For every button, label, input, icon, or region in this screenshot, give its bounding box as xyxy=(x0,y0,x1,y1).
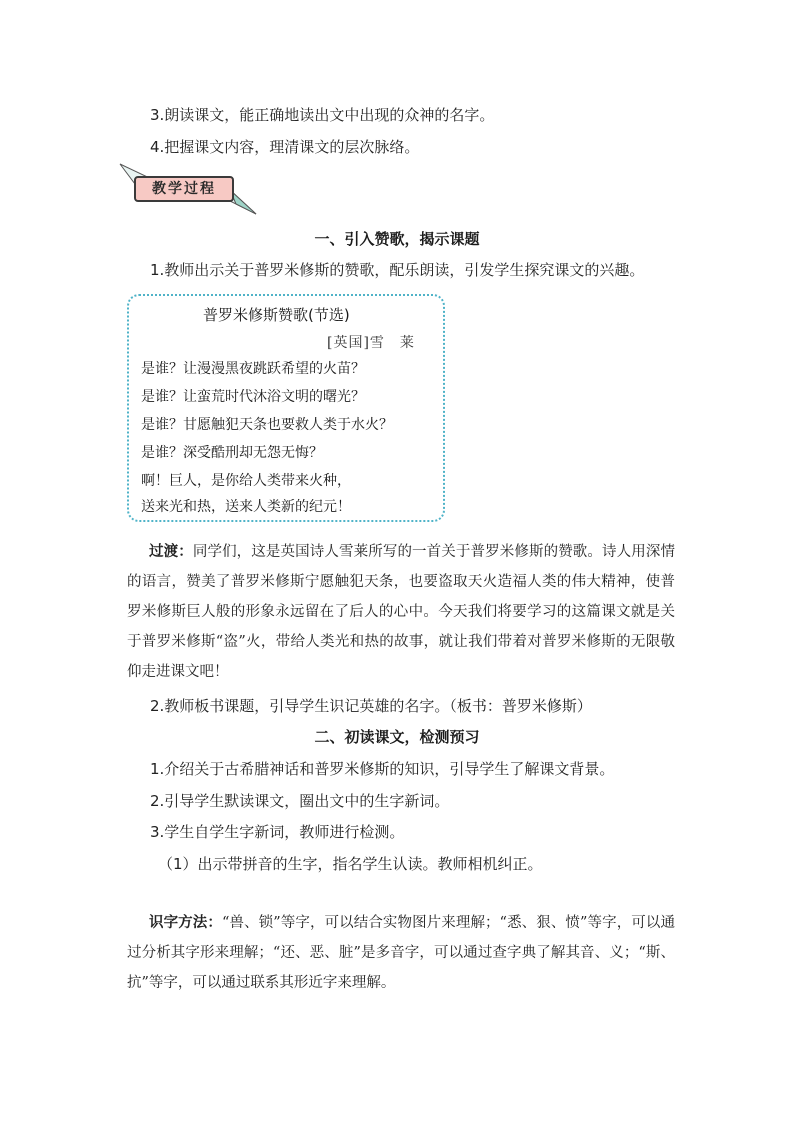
literacy-method-paragraph xyxy=(127,908,675,998)
transition-label: 过渡： xyxy=(149,544,193,560)
teaching-process-badge xyxy=(118,160,258,218)
section-2-step-1: 1.介绍关于古希腊神话和普罗米修斯的知识，引导学生了解课文背景。 xyxy=(150,760,615,778)
poem-line: 是谁？深受酷刑却无怨无悔？ xyxy=(141,445,323,461)
poem-title: 普罗米修斯赞歌(节选) xyxy=(203,306,350,324)
method-text: “兽、锁”等字，可以结合实物图片来理解；“悉、狠、愤”等字，可以通过分析其字形来理解；“还、恶、脏”是多音字，可以通过查字典了解其音、义；“斯、抗”等字，可以通过联系其形近字来理解。 xyxy=(127,915,675,991)
transition-paragraph xyxy=(127,537,675,687)
badge-label: 教学过程 xyxy=(134,176,234,202)
section-2-step-2: 2.引导学生默读课文，圈出文中的生字新词。 xyxy=(150,792,450,810)
section-2-step-3: 3.学生自学生字新词，教师进行检测。 xyxy=(150,823,405,841)
method-label: 识字方法： xyxy=(149,915,222,931)
poem-line: 是谁？让蛮荒时代沐浴文明的曙光？ xyxy=(141,389,365,405)
section-1-step-2: 2.教师板书课题，引导学生识记英雄的名字。（板书：普罗米修斯） xyxy=(150,697,592,715)
section-2-heading: 二、初读课文，检测预习 xyxy=(314,728,480,746)
objective-4: 4.把握课文内容，理清课文的层次脉络。 xyxy=(150,138,420,156)
poem-line: 是谁？甘愿触犯天条也要救人类于水火？ xyxy=(141,417,393,433)
section-1-step-1: 1.教师出示关于普罗米修斯的赞歌，配乐朗读，引发学生探究课文的兴趣。 xyxy=(150,261,645,279)
section-2-step-3-1: （1）出示带拼音的生字，指名学生认读。教师相机纠正。 xyxy=(158,855,543,873)
poem-author: [英国]雪 莱 xyxy=(327,335,415,351)
poem-line: 是谁？让漫漫黑夜跳跃希望的火苗？ xyxy=(141,361,365,377)
section-1-heading: 一、引入赞歌，揭示课题 xyxy=(314,230,480,248)
poem-box xyxy=(127,294,445,522)
transition-text: 同学们，这是英国诗人雪莱所写的一首关于普罗米修斯的赞歌。诗人用深情的语言，赞美了普罗米修斯宁愿触犯天条，也要盗取天火造福人类的伟大精神，使普罗米修斯巨人般的形象永远留在了后人的心中。今天我们将要学习的这篇课文就是关于普罗米修斯“盗”火，带给人类光和热的故事，就让我们带着对普罗米修斯的无限敬仰走进课文吧！ xyxy=(127,544,675,680)
poem-line: 啊！巨人，是你给人类带来火种， xyxy=(141,473,351,489)
objective-3: 3.朗读课文，能正确地读出文中出现的众神的名字。 xyxy=(150,106,495,124)
poem-line: 送来光和热，送来人类新的纪元！ xyxy=(141,499,351,515)
